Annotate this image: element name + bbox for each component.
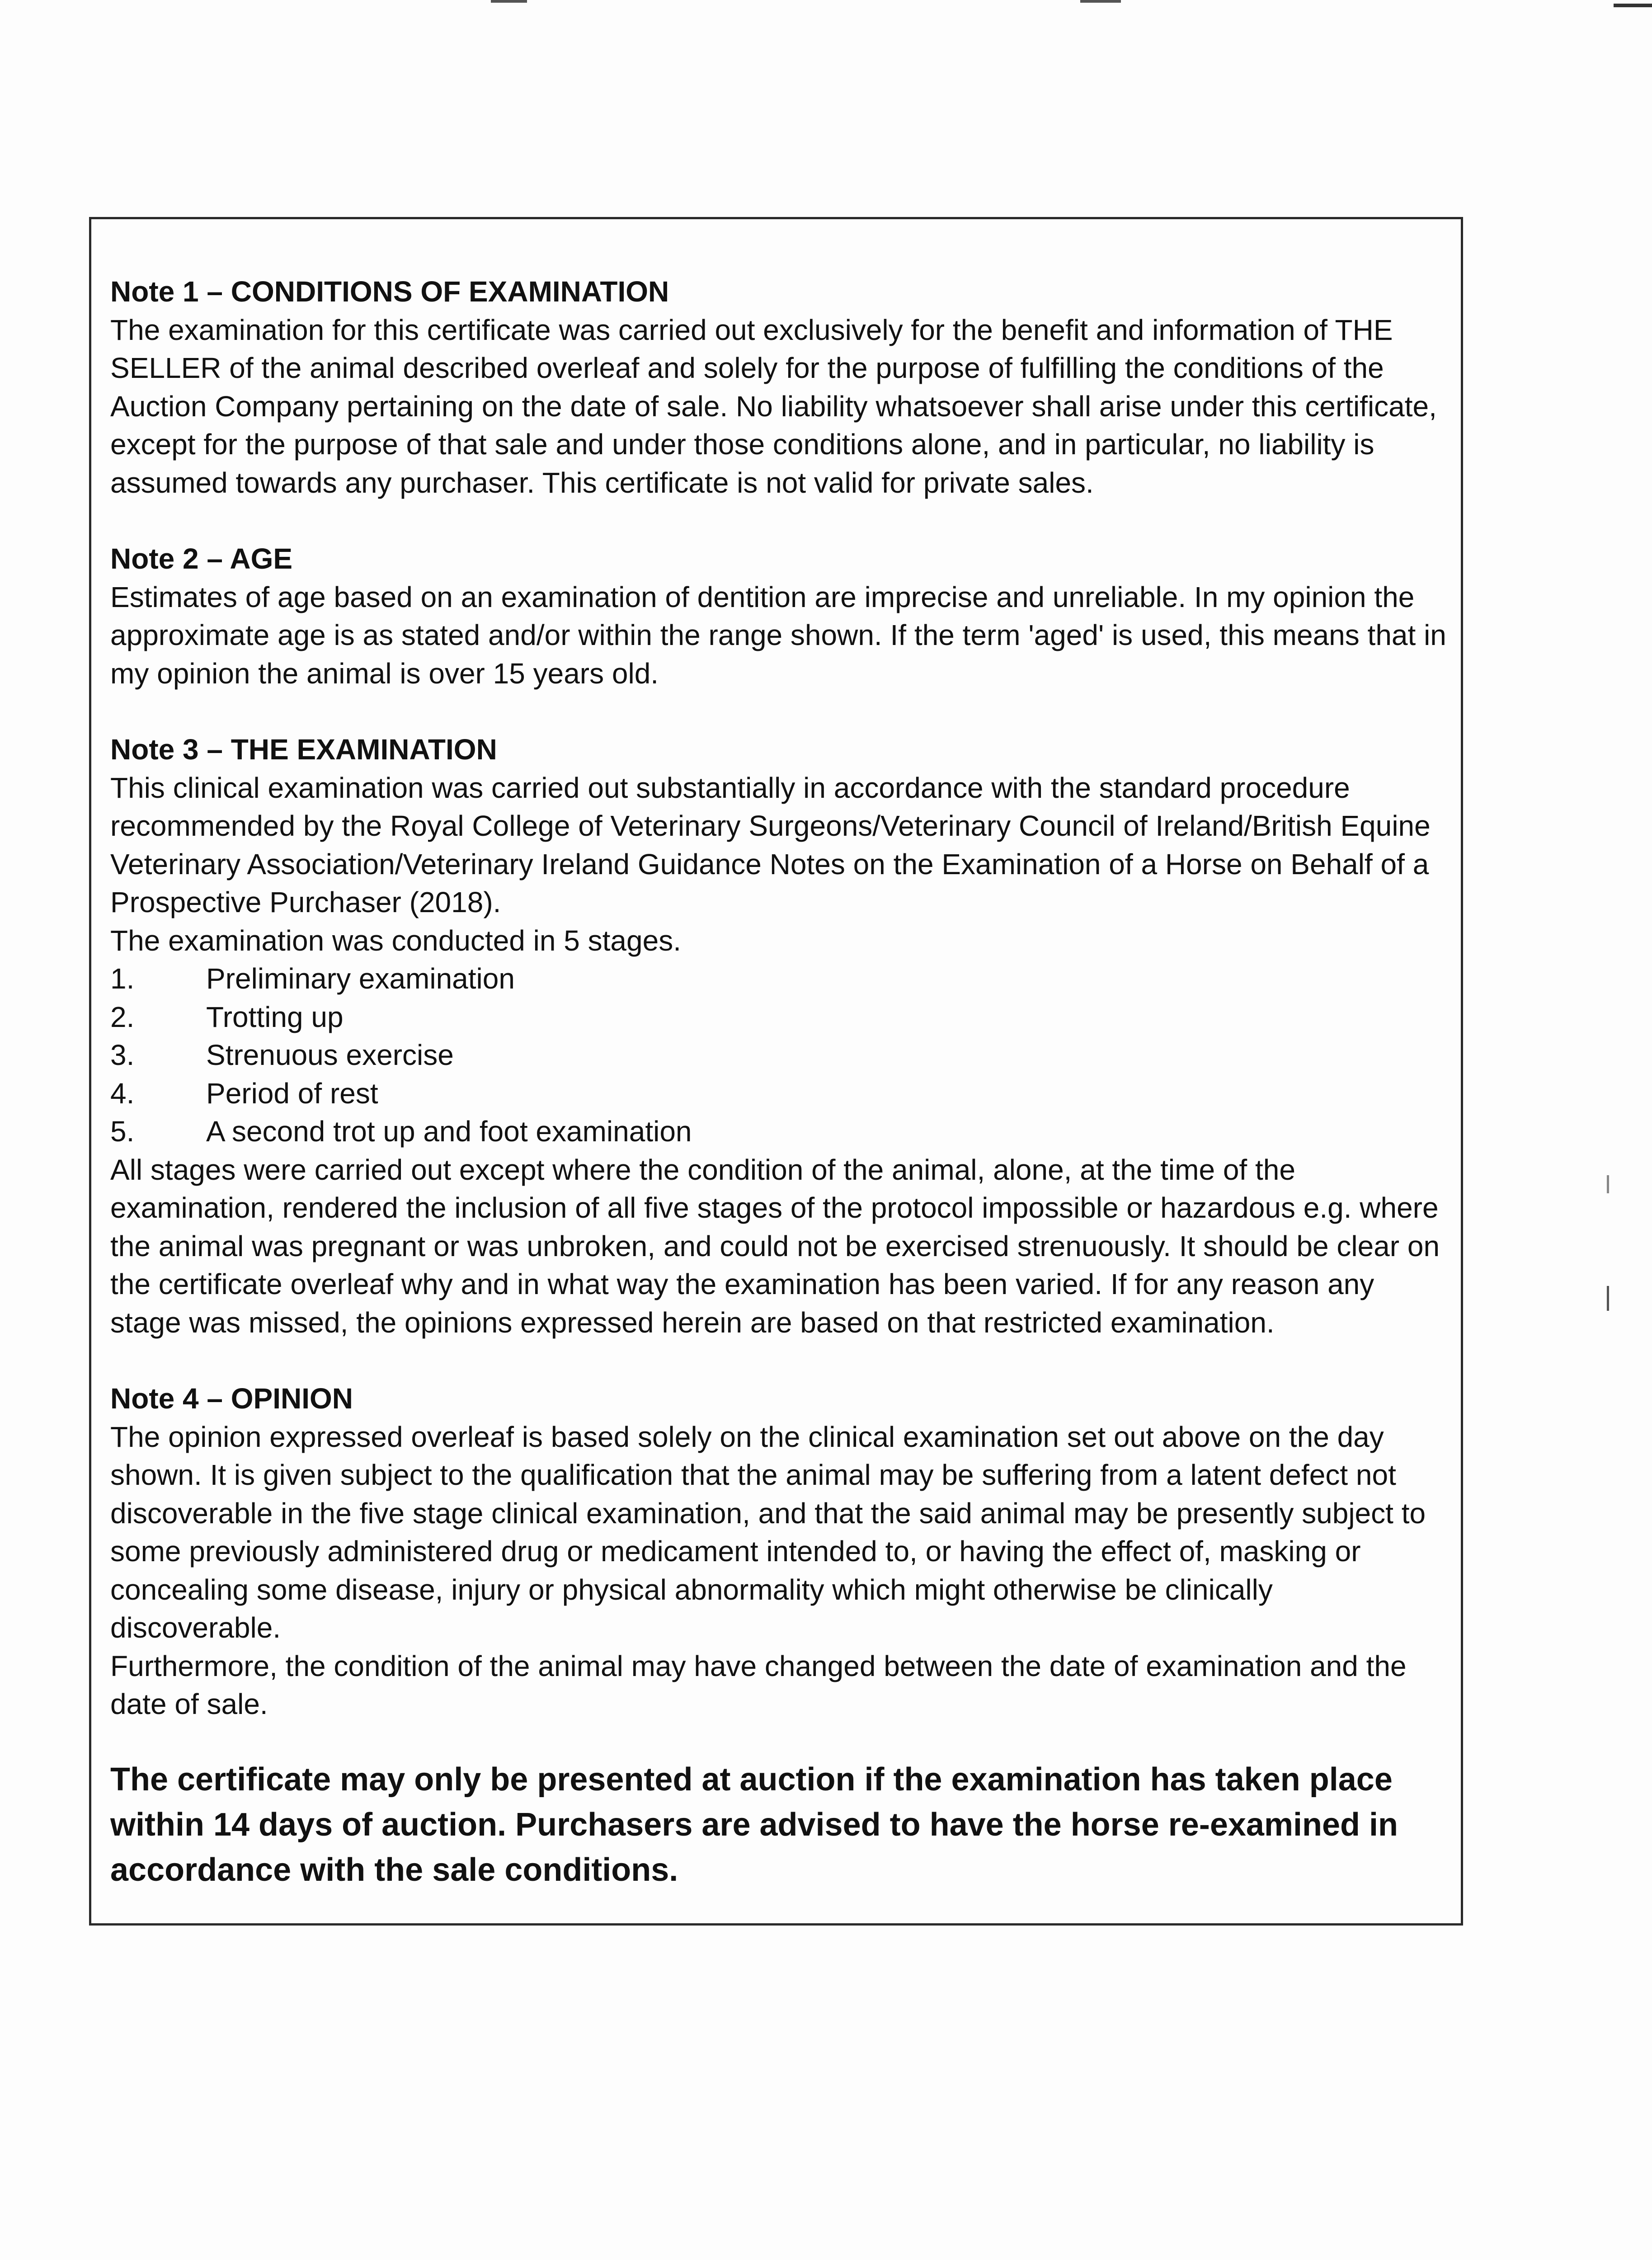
note-age xyxy=(110,540,1448,692)
scan-speck xyxy=(1607,1175,1609,1193)
note-the-examination xyxy=(110,730,1448,1342)
scan-edge-mark xyxy=(1614,4,1652,7)
note-paragraph: Estimates of age based on an examination of dentition are imprecise and unreliable. In my opinion the approximate age is as stated and/or within the range shown. If the term 'aged' is used, this means that in my opinion the animal is over 15 years old. xyxy=(110,580,1446,690)
stage-number: 5. xyxy=(110,1115,135,1148)
stage-item xyxy=(110,1074,1448,1113)
notes-content xyxy=(110,273,1448,1893)
note-heading: Note 1 – CONDITIONS OF EXAMINATION xyxy=(110,275,669,308)
note-paragraph: The opinion expressed overleaf is based solely on the clinical examination set out above on the day shown. It is given subject to the qualification that the animal may be suffering from a latent defect not discoverable in the five stage clinical examination, and that the said animal may be presently subject to some previously administered drug or medicament intended to, or having the effect of, masking or concealing some disease, injury or physical abnormality which might otherwise be clinically discoverable. xyxy=(110,1420,1426,1644)
examination-stages-list xyxy=(110,960,1448,1151)
stage-number: 2. xyxy=(110,1000,135,1033)
stage-item xyxy=(110,998,1448,1036)
note-heading: Note 3 – THE EXAMINATION xyxy=(110,733,497,766)
scan-speck xyxy=(1607,1286,1609,1311)
note-paragraph: Furthermore, the condition of the animal may have changed between the date of examination and the date of sale. xyxy=(110,1649,1407,1720)
note-opinion xyxy=(110,1380,1448,1723)
stage-text: Trotting up xyxy=(206,1000,344,1033)
stage-text: Preliminary examination xyxy=(206,962,515,995)
stage-text: Period of rest xyxy=(206,1077,378,1110)
note-conditions-of-examination xyxy=(110,273,1448,502)
note-paragraph: This clinical examination was carried out substantially in accordance with the standard procedure recommended by the Royal College of Veterinary Surgeons/Veterinary Council of Ireland/British Equine Veterinary Association/Veterinary Ireland Guidance Notes on the Examination of a Horse on Behalf of a Prospective Purchaser (2018). xyxy=(110,771,1431,918)
stage-item xyxy=(110,1112,1448,1151)
stage-item xyxy=(110,960,1448,998)
note-heading: Note 2 – AGE xyxy=(110,542,293,575)
scan-edge-mark xyxy=(491,0,527,3)
auction-validity-notice: The certificate may only be presented at auction if the examination has taken place within 14 days of auction. Purchasers are advised to have the horse re-examined in accordance with the sale conditions. xyxy=(110,1761,1398,1888)
stage-text: Strenuous exercise xyxy=(206,1039,454,1071)
scan-edge-mark xyxy=(1080,0,1121,3)
stage-text: A second trot up and foot examination xyxy=(206,1115,692,1148)
note-heading: Note 4 – OPINION xyxy=(110,1382,353,1415)
note-paragraph: The examination was conducted in 5 stages. xyxy=(110,924,681,957)
note-paragraph: All stages were carried out except where the condition of the animal, alone, at the time of the examination, rendered the inclusion of all five stages of the protocol impossible or hazardous e.g. where the animal was pregnant or was unbroken, and could not be exercised strenuously. It should be clear on the certificate overleaf why and in what way the examination has been varied. If for any reason any stage was missed, the opinions expressed herein are based on that restricted examination. xyxy=(110,1153,1440,1339)
stage-number: 1. xyxy=(110,962,135,995)
certificate-notes-box xyxy=(89,217,1463,1926)
stage-item xyxy=(110,1036,1448,1074)
note-paragraph: The examination for this certificate was carried out exclusively for the benefit and information of THE SELLER of the animal described overleaf and solely for the purpose of fulfilling the conditions of the Auction Company pertaining on the date of sale. No liability whatsoever shall arise under this certificate, except for the purpose of that sale and under those conditions alone, and in particular, no liability is assumed towards any purchaser. This certificate is not valid for private sales. xyxy=(110,313,1437,499)
stage-number: 3. xyxy=(110,1039,135,1071)
stage-number: 4. xyxy=(110,1077,135,1110)
